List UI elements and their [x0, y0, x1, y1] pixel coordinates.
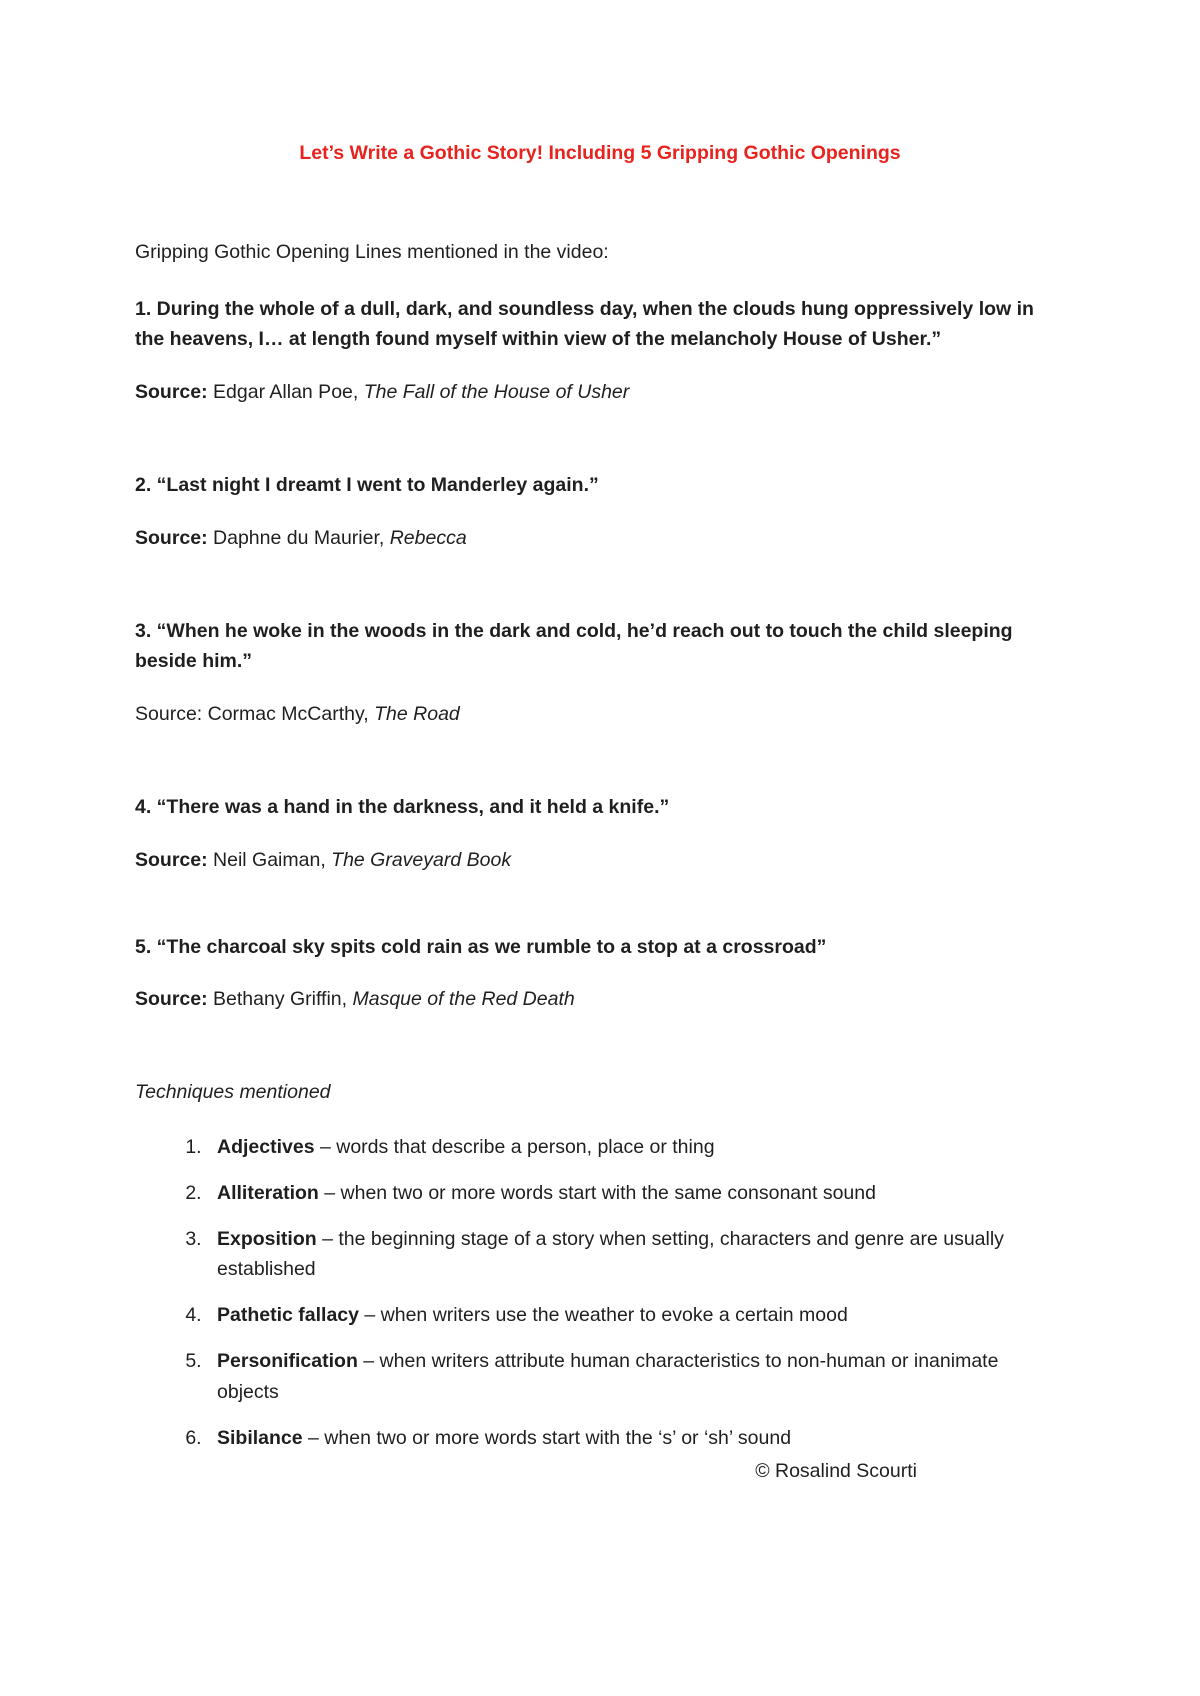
opening-quote-3: 3. “When he woke in the woods in the dark and cold, he’d reach out to touch the child sleeping beside him.” — [135, 619, 1013, 673]
source-label: Source: — [135, 988, 208, 1011]
source-line-1 — [135, 377, 1065, 408]
technique-term: Exposition — [217, 1227, 317, 1250]
source-label: Source: — [135, 703, 203, 726]
intro-line: Gripping Gothic Opening Lines mentioned in the video: — [135, 240, 609, 263]
technique-definition: – the beginning stage of a story when setting, characters and genre are usually established — [217, 1227, 1004, 1281]
techniques-heading: Techniques mentioned — [135, 1081, 331, 1104]
source-work: The Fall of the House of Usher — [363, 381, 630, 404]
technique-definition: – when two or more words start with the ‘s’ or ‘sh’ sound — [302, 1426, 792, 1449]
opening-block-4 — [135, 792, 1065, 876]
page-title: Let’s Write a Gothic Story! Including 5 Gripping Gothic Openings — [299, 142, 901, 164]
techniques-list — [135, 1132, 1065, 1453]
opening-block-2 — [135, 470, 1065, 554]
technique-item — [207, 1132, 1065, 1163]
opening-quote-4: 4. “There was a hand in the darkness, and it held a knife.” — [135, 795, 670, 818]
source-author: Cormac McCarthy, — [202, 703, 375, 726]
source-label: Source: — [135, 848, 208, 871]
source-work: Masque of the Red Death — [352, 988, 575, 1011]
source-work: The Road — [374, 703, 460, 726]
technique-item — [207, 1178, 1065, 1209]
technique-term: Sibilance — [217, 1426, 303, 1449]
technique-item — [207, 1224, 1065, 1286]
opening-block-3 — [135, 616, 1065, 730]
technique-definition: – words that describe a person, place or thing — [314, 1135, 715, 1158]
opening-block-1 — [135, 294, 1065, 408]
source-label: Source: — [135, 526, 208, 549]
copyright-notice: © Rosalind Scourti — [755, 1460, 917, 1482]
technique-term: Personification — [217, 1349, 358, 1372]
source-line-3 — [135, 699, 1065, 730]
technique-item — [207, 1423, 1065, 1454]
source-line-5 — [135, 984, 1065, 1015]
source-work: The Graveyard Book — [331, 848, 512, 871]
technique-item — [207, 1300, 1065, 1331]
technique-term: Adjectives — [217, 1135, 315, 1158]
opening-quote-2: 2. “Last night I dreamt I went to Manderley again.” — [135, 473, 599, 496]
technique-term: Alliteration — [217, 1181, 319, 1204]
source-author: Neil Gaiman, — [207, 848, 332, 871]
source-author: Daphne du Maurier, — [207, 526, 390, 549]
technique-item — [207, 1346, 1065, 1408]
source-label: Source: — [135, 381, 208, 404]
opening-quote-1: 1. During the whole of a dull, dark, and soundless day, when the clouds hung oppressively low in the heavens, I… at length found myself within view of the melancholy House of Usher.” — [135, 297, 1034, 351]
source-work: Rebecca — [389, 526, 467, 549]
source-author: Bethany Griffin, — [207, 988, 353, 1011]
technique-definition: – when writers use the weather to evoke a certain mood — [358, 1304, 848, 1327]
technique-definition: – when writers attribute human characteristics to non-human or inanimate objects — [217, 1349, 999, 1403]
opening-quote-5: 5. “The charcoal sky spits cold rain as we rumble to a stop at a crossroad” — [135, 935, 827, 958]
source-line-2 — [135, 523, 1065, 554]
technique-term: Pathetic fallacy — [217, 1304, 359, 1327]
source-line-4 — [135, 845, 1065, 876]
opening-block-5 — [135, 932, 1065, 1016]
technique-definition: – when two or more words start with the same consonant sound — [318, 1181, 876, 1204]
source-author: Edgar Allan Poe, — [207, 381, 364, 404]
